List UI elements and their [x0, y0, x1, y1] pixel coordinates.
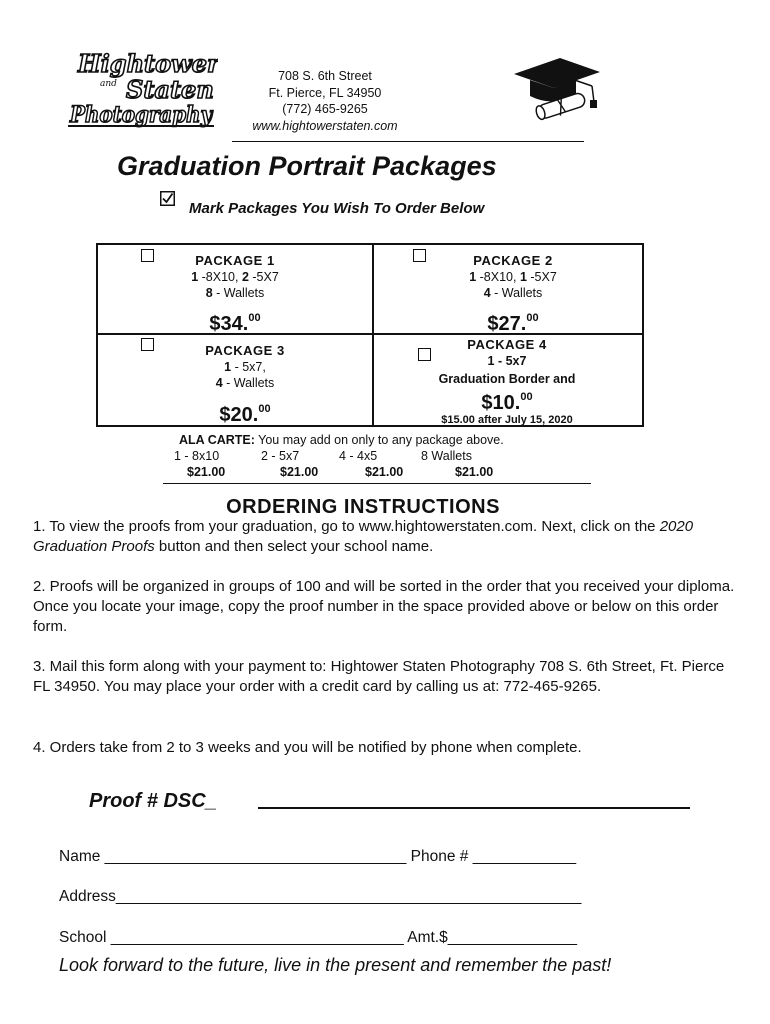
logo-line1: Hightower: [78, 49, 218, 78]
ala-carte-item: 8 Wallets: [421, 449, 472, 463]
instruction-4: 4. Orders take from 2 to 3 weeks and you will be notified by phone when complete.: [33, 739, 582, 756]
phone: (772) 465-9265: [282, 102, 368, 116]
package-3-name: PACKAGE 3: [205, 343, 285, 358]
package-2-checkbox[interactable]: [413, 249, 426, 262]
proof-number-field[interactable]: [258, 807, 690, 809]
instruction-2: 2. Proofs will be organized in groups of 100 and will be sorted in the order that you received your diploma. Once you locate your image, copy the proof number in the space provided above or below on this order form.: [33, 578, 735, 635]
school-amount-fields[interactable]: School __________________________________ Amt.$_______________: [59, 929, 578, 946]
package-3-checkbox[interactable]: [141, 338, 154, 351]
package-1-name: PACKAGE 1: [195, 253, 275, 268]
ala-carte-price: $21.00: [280, 465, 319, 479]
graduation-cap-icon: [508, 52, 604, 122]
package-4-price: $10.00: [481, 391, 533, 414]
ala-carte-price: $21.00: [187, 465, 226, 479]
ala-carte-price: $21.00: [365, 465, 404, 479]
ala-carte-label: ALA CARTE:: [179, 433, 255, 447]
package-4: PACKAGE 4 1 - 5x7 Graduation Border and $10.00 $15.00 after July 15, 2020: [414, 337, 600, 427]
package-1: PACKAGE 1 1 -8X10, 2 -5X7 8 - Wallets $34.00: [155, 253, 315, 336]
header-rule: [232, 141, 584, 142]
page-title: Graduation Portrait Packages: [117, 151, 497, 181]
package-1-checkbox[interactable]: [141, 249, 154, 262]
address: 708 S. 6th Street: [278, 69, 372, 83]
instruction-1: 1. To view the proofs from your graduation, go to www.hightowerstaten.com. Next, click on the 2020 Graduation Proofs button and then select your school name.: [33, 518, 694, 555]
ala-carte-item: 1 - 8x10: [174, 449, 220, 463]
name-phone-fields[interactable]: Name ___________________________________ Phone # ____________: [59, 848, 577, 865]
checkmark-icon: [160, 191, 175, 206]
package-1-price: $34.00: [209, 312, 261, 335]
website: www.hightowerstaten.com: [252, 118, 398, 133]
city: Ft. Pierce, FL 34950: [268, 85, 382, 100]
package-3: PACKAGE 3 1 - 5x7, 4 - Wallets $20.00: [165, 343, 325, 427]
footer-slogan: Look forward to the future, live in the present and remember the past!: [59, 955, 612, 975]
instruction-3: 3. Mail this form along with your payment to: Hightower Staten Photography 708 S. 6th Street, Ft. Pierce FL 34950. You may place your order with a credit card by calling us at: 772-465-9265.: [33, 658, 725, 695]
ala-carte-item: 2 - 5x7: [261, 449, 300, 463]
ala-carte-text: You may add on only to any package above.: [254, 433, 504, 447]
ordering-title: ORDERING INSTRUCTIONS: [226, 496, 500, 518]
address-field[interactable]: Address______________________________________________________: [59, 888, 582, 905]
package-3-price: $20.00: [219, 403, 271, 426]
package-4-name: PACKAGE 4: [467, 337, 547, 352]
package-2-price: $27.00: [487, 312, 539, 335]
package-4-note: $15.00 after July 15, 2020: [441, 414, 573, 426]
ala-carte-item: 4 - 4x5: [339, 449, 378, 463]
company-logo: [56, 42, 218, 130]
logo-line2: Staten: [126, 75, 214, 104]
table-divider-vertical: [372, 243, 374, 427]
logo-and: and: [100, 79, 117, 89]
mark-instruction: Mark Packages You Wish To Order Below: [189, 200, 485, 217]
ala-carte-rule: [163, 483, 591, 484]
logo-line3: Photography: [69, 102, 214, 128]
ala-carte-price: $21.00: [455, 465, 494, 479]
ala-carte: [150, 432, 610, 480]
package-2-name: PACKAGE 2: [473, 253, 553, 268]
contact-block: [225, 68, 425, 134]
package-2: PACKAGE 2 1 -8X10, 1 -5X7 4 - Wallets $27.00: [433, 253, 593, 336]
proof-label: Proof # DSC_: [89, 790, 217, 812]
